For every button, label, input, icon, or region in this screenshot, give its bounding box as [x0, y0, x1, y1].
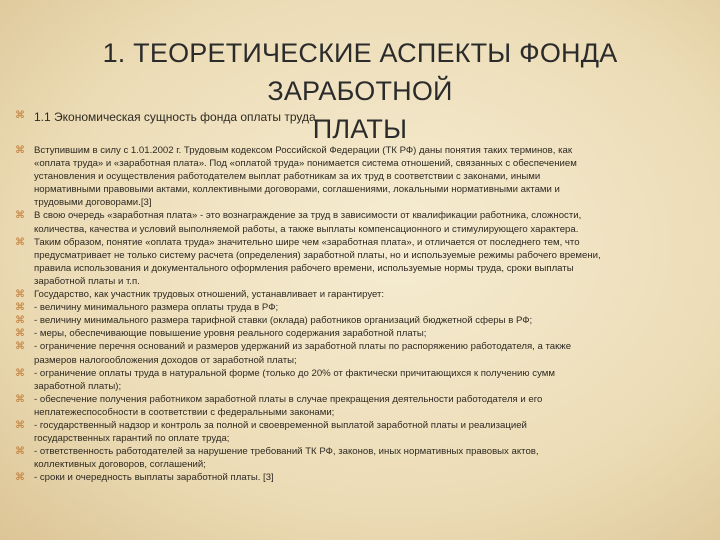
paragraph-line: установления и осуществления работодателем выплат работникам за их труд в соответствии с законами, иными: [34, 171, 541, 183]
bullet-icon: ⌘: [15, 472, 25, 484]
paragraph-line: количества, качества и условий выполняемой работы, а также выплаты компенсационного и стимулирующего характера.: [34, 223, 579, 235]
paragraph-line: Вступившим в силу с 1.01.2002 г. Трудовым кодексом Российской Федерации (ТК РФ) даны понятия таких терминов, как: [34, 145, 573, 156]
paragraph-item: [14, 209, 694, 235]
paragraph-item: [14, 445, 694, 471]
paragraph-item: [14, 367, 694, 393]
title-line: ПЛАТЫ: [312, 114, 408, 144]
paragraph-line: правила использования и документального оформления рабочего времени, используемые нормы труда, сроки выплаты: [34, 262, 574, 274]
paragraph-item: [14, 340, 694, 366]
slide-content: [14, 108, 694, 484]
paragraph-line: В свою очередь «заработная плата» - это вознаграждение за труд в зависимости от квалификации работника, сложности,: [34, 210, 582, 222]
paragraph-line: «оплата труда» и «заработная плата». Под «оплатой труда» понимается система отношений, связанных с обеспечением: [34, 158, 577, 170]
paragraph-line: - ограничение перечня оснований и размеров удержаний из заработной платы по распоряжению работодателя, а также: [34, 341, 572, 353]
paragraph-line: Государство, как участник трудовых отношений, устанавливает и гарантирует:: [34, 289, 385, 301]
paragraph-line: - меры, обеспечивающие повышение уровня реального содержания заработной платы;: [34, 328, 427, 340]
bullet-icon: ⌘: [15, 302, 25, 314]
bullet-icon: ⌘: [15, 419, 25, 431]
paragraph-line: заработной платы);: [34, 380, 122, 392]
paragraph-line: предусматривает не только систему расчета (определения) заработной платы, но и используемые режимы рабочего времени,: [34, 249, 601, 261]
paragraph-line: - величину минимального размера оплаты труда в РФ;: [34, 302, 279, 314]
bullet-icon: ⌘: [15, 315, 25, 327]
paragraph-line: Таким образом, понятие «оплата труда» значительно шире чем «заработная плата», и отличается от последнего тем, что: [34, 236, 580, 248]
paragraph-line: - ограничение оплаты труда в натуральной форме (только до 20% от фактически причитающихся к получению сумм: [34, 367, 555, 379]
section-heading: 1.1 Экономическая сущность фонда оплаты труда: [34, 110, 316, 124]
paragraph-item: [14, 393, 694, 419]
paragraph-item: [14, 327, 694, 340]
bullet-icon: ⌘: [15, 446, 25, 458]
paragraph-line: - обеспечение получения работником заработной платы в случае прекращения деятельности работодателя и его: [34, 393, 543, 405]
paragraph-item: [14, 314, 694, 327]
paragraph-line: - величину минимального размера тарифной ставки (оклада) работников организаций бюджетной сферы в РФ;: [34, 315, 533, 327]
paragraph-line: размеров налогообложения доходов от заработной платы;: [34, 354, 297, 366]
paragraph-line: нормативными правовыми актами, коллективными договорами, соглашениями, локальными нормативными актами и: [34, 184, 560, 196]
bullet-icon: ⌘: [15, 289, 25, 301]
bullet-icon: ⌘: [15, 393, 25, 405]
bullet-icon: ⌘: [15, 341, 25, 353]
bullet-icon: ⌘: [15, 328, 25, 340]
bullet-icon: ⌘: [15, 236, 25, 248]
bullet-icon: ⌘: [15, 367, 25, 379]
paragraph-line: трудовыми договорами.[3]: [34, 197, 152, 209]
bullet-icon: ⌘: [15, 145, 25, 156]
bullet-icon: ⌘: [15, 210, 25, 222]
bullet-icon: ⌘: [15, 110, 25, 121]
paragraph-item: [14, 144, 694, 209]
paragraph-item: [14, 301, 694, 314]
paragraph-line: - государственный надзор и контроль за полной и своевременной выплатой заработной платы и реализацией: [34, 419, 527, 431]
paragraph-item: [14, 236, 694, 288]
paragraph-line: - ответственность работодателей за нарушение требований ТК РФ, законов, иных нормативных правовых актов,: [34, 446, 539, 458]
heading-item: [14, 108, 694, 126]
paragraph-line: заработной платы и т.п.: [34, 275, 140, 287]
paragraph-line: государственных гарантий по оплате труда;: [34, 433, 230, 445]
paragraph-line: коллективных договоров, соглашений;: [34, 459, 206, 471]
paragraph-item: [14, 419, 694, 445]
title-line: 1. ТЕОРЕТИЧЕСКИЕ АСПЕКТЫ ФОНДА ЗАРАБОТНОЙ: [102, 38, 618, 106]
paragraph-line: неплатежеспособности в соответствии с федеральными законами;: [34, 406, 335, 418]
body-text: [14, 144, 694, 484]
paragraph-item: [14, 288, 694, 301]
paragraph-item: [14, 471, 694, 484]
paragraph-line: - сроки и очередность выплаты заработной платы. [3]: [34, 472, 274, 484]
